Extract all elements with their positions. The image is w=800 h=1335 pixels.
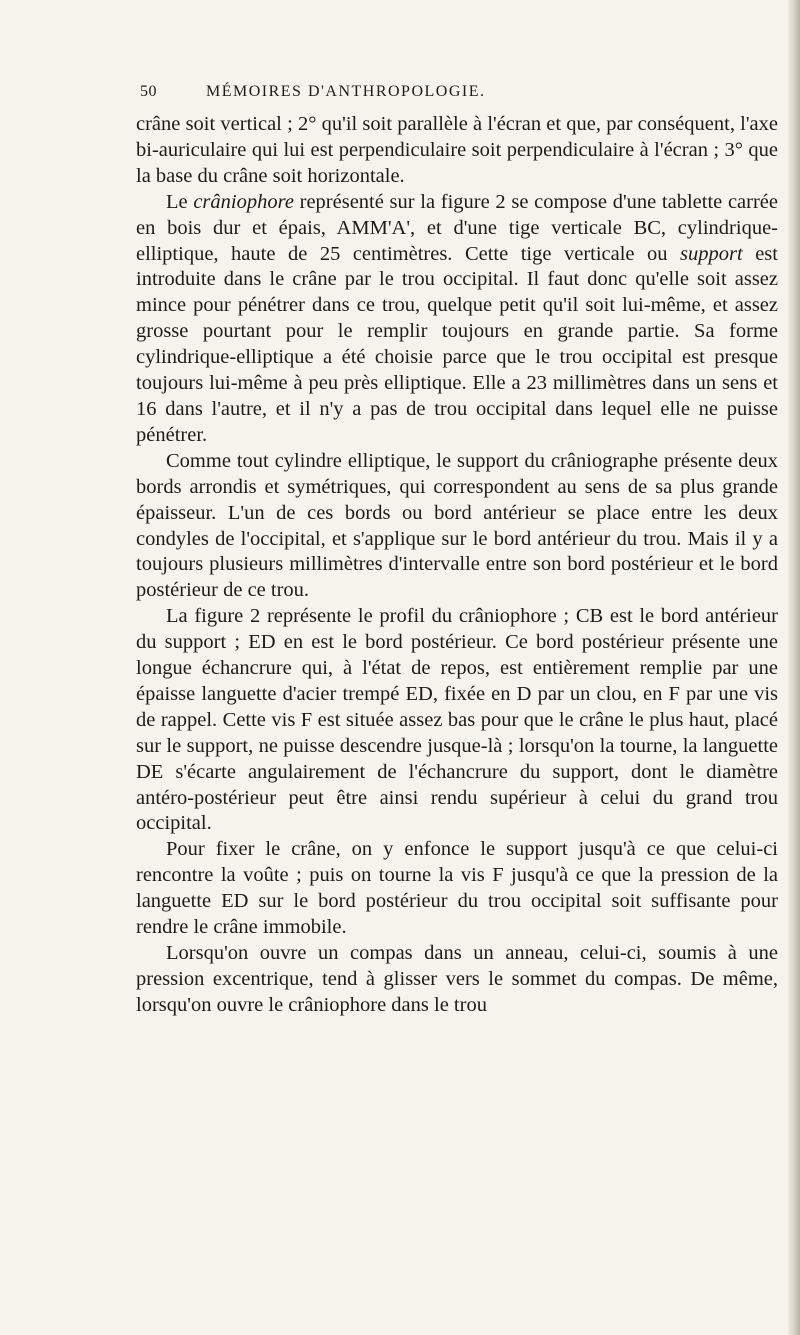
page-number: 50 — [140, 83, 157, 100]
page-edge-shadow — [788, 0, 800, 1335]
body-text — [136, 112, 778, 1019]
text-run: Pour fixer le crâne, on y enfonce le support jusqu'à ce que celui-ci rencontre la voûte ; puis on tourne la vis F jusqu'à ce que la pression de la languette ED sur le bord postérieur du trou occipital soit suffisante pour rendre le crâne immobile. — [136, 838, 778, 939]
paragraph-p4 — [136, 604, 778, 837]
text-run: Comme tout cylindre elliptique, le support du crâniographe présente deux bords arrondis et symétriques, qui correspondent au sens de sa plus grande épaisseur. L'un de ces bords ou bord antérieur se place entre les deux condyles de l'occipital, et s'applique sur le bord antérieur du trou. Mais il y a toujours plusieurs millimètres d'intervalle entre son bord postérieur et le bord postérieur de ce trou. — [136, 449, 778, 602]
paragraph-p3 — [136, 449, 778, 604]
paragraph-p2 — [136, 190, 778, 449]
text-run: Lorsqu'on ouvre un compas dans un anneau, celui-ci, soumis à une pression excentrique, tend à glisser vers le sommet du compas. De même, lorsqu'on ouvre le crâniophore dans le trou — [136, 942, 778, 1016]
text-run: représenté sur la figure 2 se compose d'une tablette carrée en bois dur et épais, AMM'A', et d'une tige verticale BC, cylindrique-elliptique, haute de 25 centimètres. Cette tige verticale ou — [136, 190, 779, 265]
paragraph-p6 — [136, 941, 778, 1019]
page-header — [140, 83, 780, 107]
text-run: Le — [166, 190, 194, 213]
italic-term: crâniophore — [193, 190, 294, 213]
running-title: MÉMOIRES D'ANTHROPOLOGIE. — [206, 83, 486, 100]
text-run: La figure 2 représente le profil du crâniophore ; CB est le bord antérieur du support ; ED en est le bord postérieur. Ce bord postérieur présente une longue échancrure qui, à l'état de repos, est entièrement remplie par une épaisse languette d'acier trempé ED, fixée en D par un clou, en F par une vis de rappel. Cette vis F est située assez bas pour que le crâne le plus haut, placé sur le support, ne puisse descendre jusque-là ; lorsqu'on la tourne, la languette DE s'écarte angulairement de l'échancrure du support, dont le diamètre antéro-postérieur peut être ainsi rendu supérieur à celui du grand trou occipital. — [136, 605, 778, 835]
paragraph-p5 — [136, 837, 778, 941]
text-run: crâne soit vertical ; 2° qu'il soit parallèle à l'écran et que, par conséquent, l'axe bi-auriculaire qui lui est perpendiculaire soit perpendiculaire à l'écran ; 3° que la base du crâne soit horizontale. — [136, 113, 778, 187]
italic-term: support — [680, 242, 743, 265]
paragraph-p1 — [136, 112, 778, 190]
text-run: est introduite dans le crâne par le trou occipital. Il faut donc qu'elle soit assez mince pour pénétrer dans ce trou, quelque petit qu'il soit lui-même, et assez grosse pourtant pour le remplir toujours en grande partie. Sa forme cylindrique-elliptique a été choisie parce que le trou occipital est presque toujours lui-même à peu près elliptique. Elle a 23 millimètres dans un sens et 16 dans l'autre, et il n'y a pas de trou occipital dans lequel elle ne puisse pénétrer. — [136, 242, 778, 446]
